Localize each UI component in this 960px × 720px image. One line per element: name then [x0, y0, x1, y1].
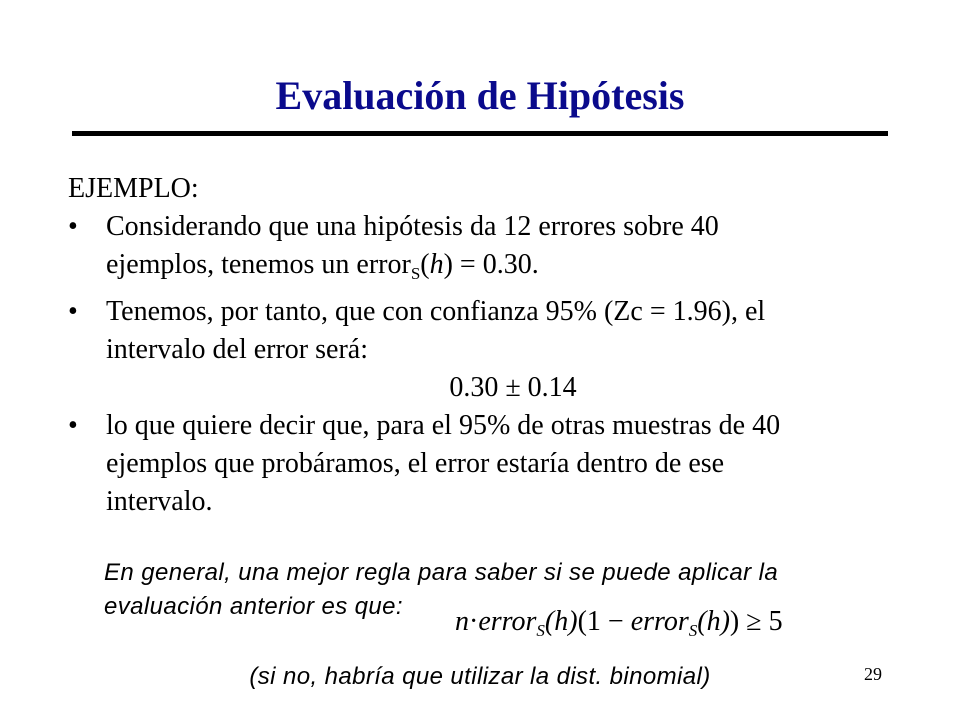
bullet-2-line-1: Tenemos, por tanto, que con confianza 95% (Zc = 1.96), el	[106, 296, 766, 327]
bullet-2-line-2: intervalo del error será:	[106, 334, 368, 365]
example-heading: EJEMPLO:	[68, 173, 199, 204]
formula-h-2: (h)	[697, 606, 730, 637]
bullet-3-line-1: lo que quiere decir que, para el 95% de otras muestras de 40	[106, 410, 781, 441]
bullet-1-text: ejemplos, tenemos un error	[106, 249, 411, 280]
formula-paren-open: (1 −	[577, 606, 631, 637]
bullet-item-3	[68, 407, 898, 521]
slide-body	[68, 170, 898, 521]
formula-h-1: (h)	[544, 606, 578, 637]
bullet-icon: •	[68, 211, 78, 242]
binomial-note: (si no, habría que utilizar la dist. binomial)	[249, 663, 711, 690]
title-divider	[72, 131, 888, 136]
note-line-1: En general, una mejor regla para saber si se puede aplicar la	[104, 559, 779, 586]
bullet-1-tail: ) = 0.30.	[443, 249, 539, 280]
bullet-icon: •	[68, 296, 78, 327]
bullet-item-1	[68, 208, 898, 293]
page-number: 29	[864, 664, 882, 684]
interval-value: 0.30 ± 0.14	[449, 372, 577, 403]
bullet-3-line-3: intervalo.	[106, 486, 213, 517]
bullet-item-2	[68, 293, 898, 369]
bullet-1-line-1: Considerando que una hipótesis da 12 errores sobre 40	[106, 211, 719, 242]
hypothesis-var: h	[429, 249, 444, 280]
rule-formula	[455, 604, 783, 649]
bullet-3-line-2: ejemplos que probáramos, el error estaría dentro de ese	[106, 448, 725, 479]
note-line-2: evaluación anterior es que:	[104, 593, 403, 620]
formula-n: n	[455, 606, 469, 637]
error-subscript: S	[410, 264, 421, 283]
slide-title: Evaluación de Hipótesis	[275, 73, 685, 118]
formula-dot: ·	[469, 606, 479, 637]
formula-error-1: error	[478, 606, 537, 637]
formula-paren-close: )	[729, 606, 740, 637]
formula-relation: ≥ 5	[746, 606, 783, 637]
formula-error-2: error	[630, 606, 689, 637]
paren-open: (	[420, 249, 430, 280]
bullet-icon: •	[68, 410, 78, 441]
formula-sub-2: S	[688, 621, 698, 640]
formula-sub-1: S	[536, 621, 545, 640]
bullet-1-line-2	[106, 249, 539, 283]
